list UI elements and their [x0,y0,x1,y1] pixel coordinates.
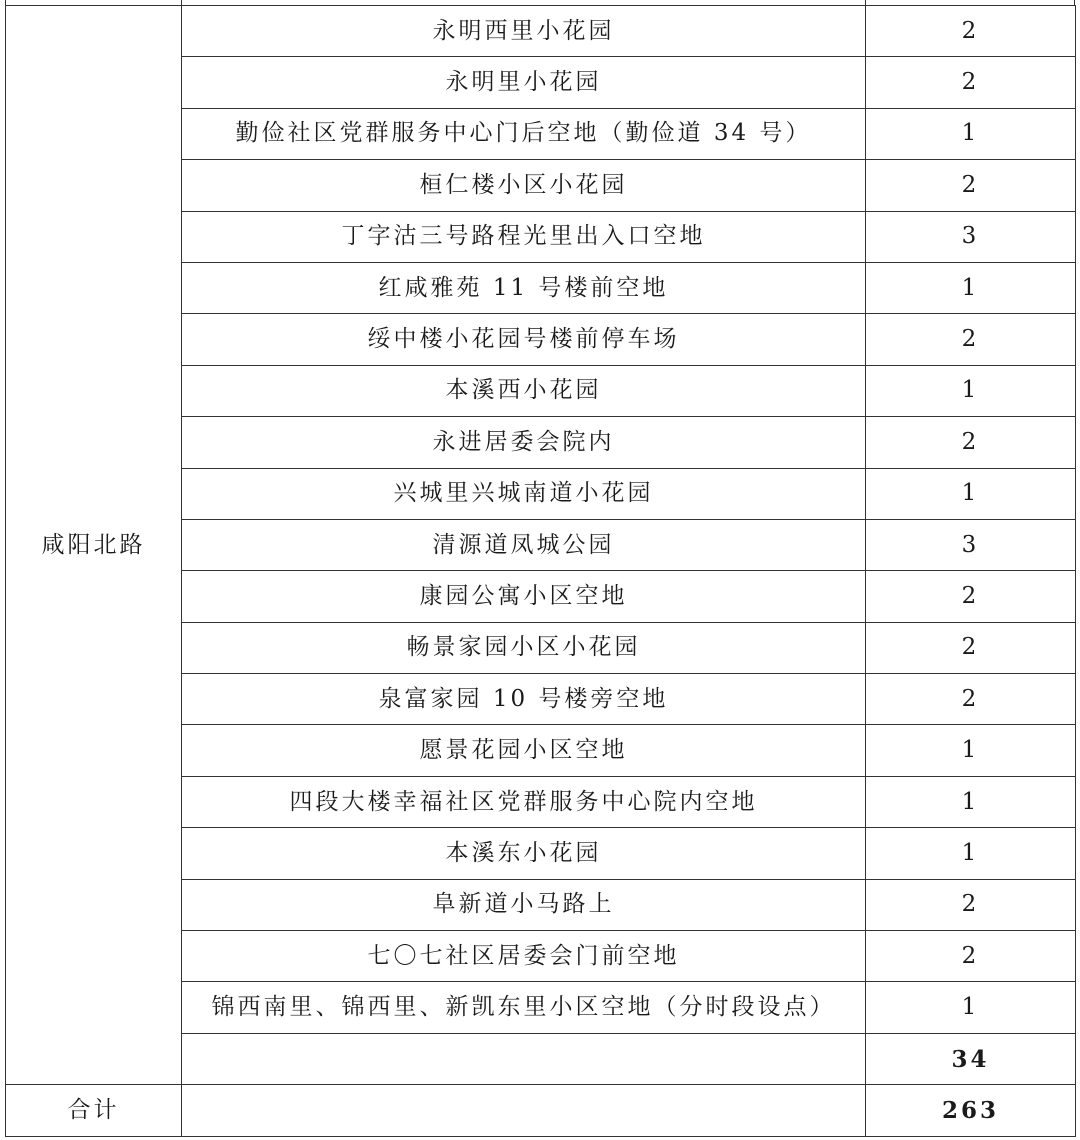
total-label-cell: 合计 [6,1085,182,1136]
count-cell: 1 [866,468,1076,519]
subtotal-location-cell [182,1033,866,1084]
location-cell: 丁字沽三号路程光里出入口空地 [182,211,866,262]
location-cell: 康园公寓小区空地 [182,571,866,622]
count-cell: 2 [866,622,1076,673]
location-cell: 永明西里小花园 [182,6,866,57]
location-cell: 勤俭社区党群服务中心门后空地（勤俭道 34 号） [182,108,866,159]
location-cell: 七〇七社区居委会门前空地 [182,931,866,982]
location-cell: 阜新道小马路上 [182,879,866,930]
count-cell: 2 [866,931,1076,982]
location-cell: 绥中楼小花园号楼前停车场 [182,314,866,365]
count-cell: 2 [866,314,1076,365]
count-cell: 1 [866,108,1076,159]
count-cell: 1 [866,725,1076,776]
count-cell: 1 [866,776,1076,827]
location-cell: 清源道凤城公园 [182,519,866,570]
total-row [6,1085,1076,1136]
count-cell: 2 [866,571,1076,622]
count-cell: 2 [866,879,1076,930]
location-cell: 泉富家园 10 号楼旁空地 [182,674,866,725]
count-cell: 3 [866,211,1076,262]
location-cell: 兴城里兴城南道小花园 [182,468,866,519]
distribution-table [5,5,1076,1137]
location-cell: 愿景花园小区空地 [182,725,866,776]
count-cell: 2 [866,417,1076,468]
location-cell: 永进居委会院内 [182,417,866,468]
district-cell: 咸阳北路 [6,6,182,1085]
count-cell: 2 [866,160,1076,211]
location-cell: 本溪西小花园 [182,365,866,416]
count-cell: 3 [866,519,1076,570]
location-cell: 畅景家园小区小花园 [182,622,866,673]
location-cell: 桓仁楼小区小花园 [182,160,866,211]
subtotal-count-cell: 34 [866,1033,1076,1084]
location-cell: 锦西南里、锦西里、新凯东里小区空地（分时段设点） [182,982,866,1033]
count-cell: 1 [866,982,1076,1033]
table-row [6,6,1076,57]
location-cell: 永明里小花园 [182,57,866,108]
location-cell: 本溪东小花园 [182,828,866,879]
count-cell: 1 [866,365,1076,416]
count-cell: 2 [866,6,1076,57]
location-cell: 四段大楼幸福社区党群服务中心院内空地 [182,776,866,827]
count-cell: 2 [866,57,1076,108]
count-cell: 2 [866,674,1076,725]
location-cell: 红咸雅苑 11 号楼前空地 [182,262,866,313]
total-count-cell: 263 [866,1085,1076,1136]
table-body [6,6,1076,1137]
count-cell: 1 [866,262,1076,313]
total-location-cell [182,1085,866,1136]
count-cell: 1 [866,828,1076,879]
